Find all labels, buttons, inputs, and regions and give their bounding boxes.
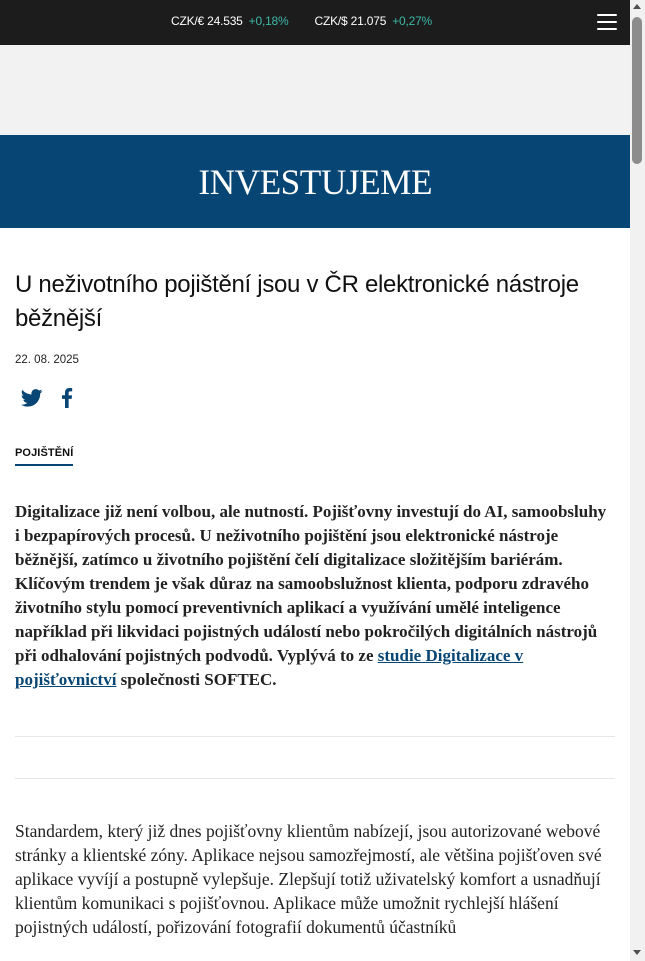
twitter-icon[interactable] xyxy=(21,389,43,407)
article-title: U neživotního pojištění jsou v ČR elektronické nástroje běžnější xyxy=(15,271,579,332)
site-logo[interactable]: INVESTUJEME xyxy=(198,161,432,202)
article-date: 22. 08. 2025 xyxy=(15,354,79,366)
top-bar xyxy=(0,0,630,45)
exchange-rates xyxy=(171,14,432,28)
rate-change: +0,27% xyxy=(392,14,433,28)
divider xyxy=(15,736,615,737)
article-paragraph: Standardem, který již dnes pojišťovny klientům nabízejí, jsou autorizované webové stránky a klientské zóny. Aplikace nejsou samozřejmostí, ale většina pojišťoven své aplikace vyvíjí a postupně vylepšuje. Zlepšují totiž uživatelský komfort a usnadňují klientům komunikaci s pojišťovnou. Aplikace může umožnit rychlejší hlášení pojistných událostí, pořizování fotografií dokumentů účastníků xyxy=(15,821,602,937)
hamburger-menu-icon[interactable] xyxy=(597,14,617,31)
share-buttons xyxy=(21,388,73,408)
ad-placeholder xyxy=(0,45,630,135)
brand-header xyxy=(0,135,630,228)
rate-czk-usd[interactable] xyxy=(315,14,433,28)
rate-czk-eur[interactable] xyxy=(171,14,289,28)
divider xyxy=(15,778,615,779)
scrollbar-thumb[interactable] xyxy=(632,17,642,164)
facebook-icon[interactable] xyxy=(61,388,73,408)
scrollbar[interactable] xyxy=(630,0,645,961)
rate-value: CZK/$ 21.075 xyxy=(314,14,387,28)
category-tag[interactable]: POJIŠTĚNÍ xyxy=(15,447,73,466)
study-link[interactable]: studie Digitalizace v pojišťovnictví xyxy=(15,646,524,689)
rate-change: +0,18% xyxy=(248,14,289,28)
article-perex: Digitalizace již není volbou, ale nutností. Pojišťovny investují do AI, samoobsluhy i bezpapírových procesů. U neživotního pojištění jsou elektronické nástroje běžnější, zatímco u životního pojištění čelí digitalizace složitějším bariérám. Klíčovým trendem je však důraz na samoobslužnost klienta, podporu zdravého životního stylu pomocí preventivních aplikací a využívání umělé inteligence například při likvidaci pojistných událostí nebo pokročilých digitálních nástrojů při odhalování pojistných podvodů. Vyplývá to ze studie Digitalizace v pojišťovnictví společnosti SOFTEC. xyxy=(15,502,607,689)
scroll-down-arrow-icon[interactable] xyxy=(633,950,641,955)
scroll-up-arrow-icon[interactable] xyxy=(633,4,641,9)
rate-value: CZK/€ 24.535 xyxy=(171,14,243,28)
